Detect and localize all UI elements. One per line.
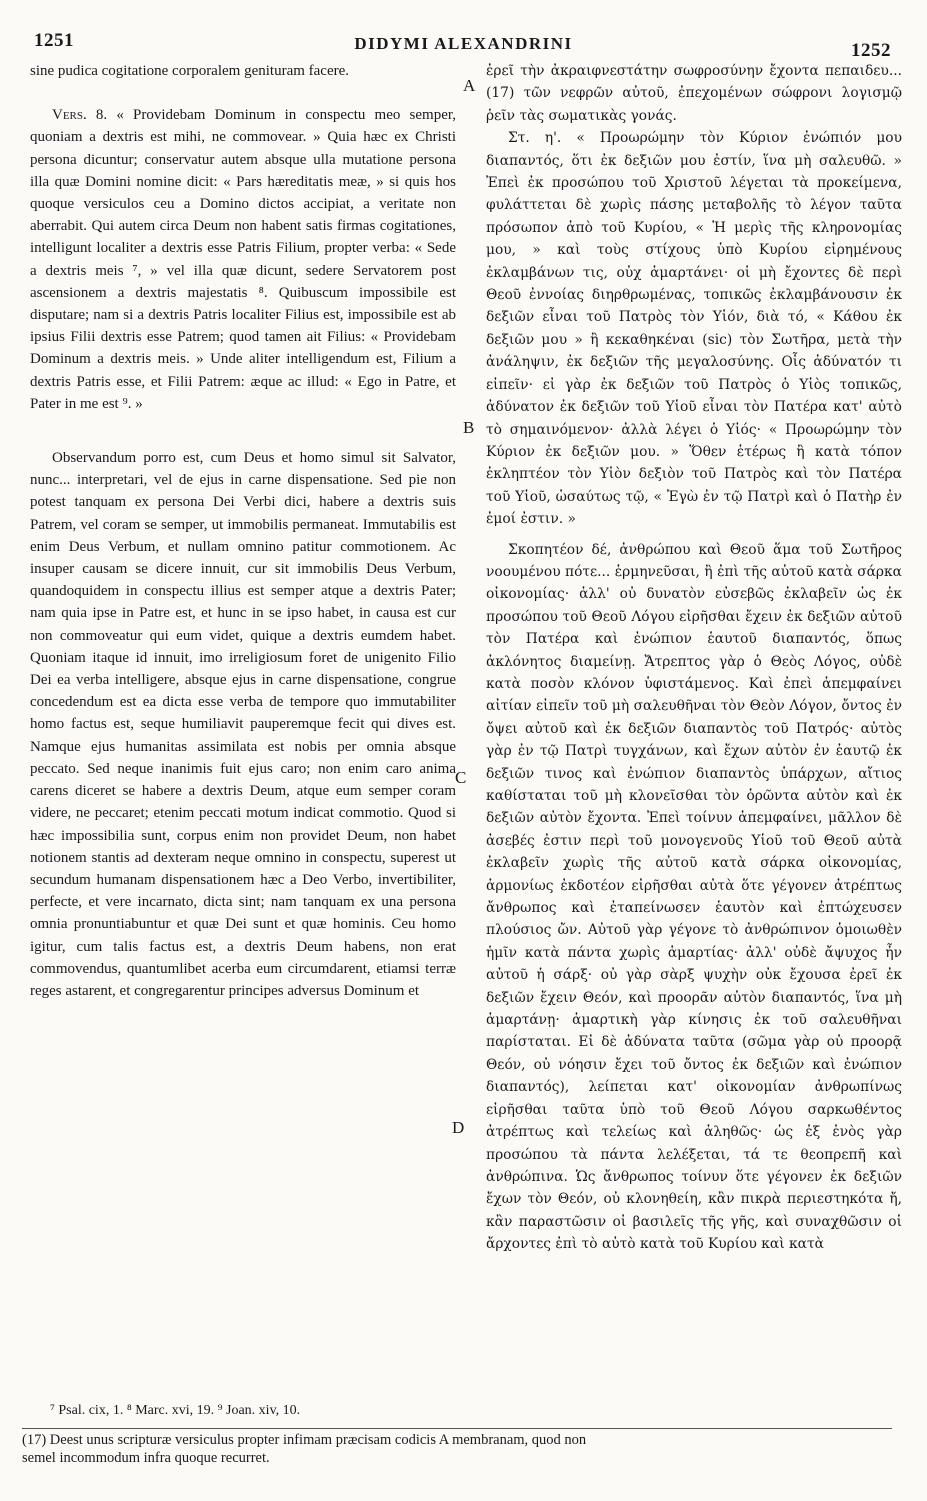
margin-letter-b: B [463, 418, 475, 437]
greek-column [486, 60, 902, 1256]
latin-paragraph-3: Observandum porro est, cum Deus et homo simul sit Salvator, nunc... interpretari, vel de ejus in carne dispensatione. Sed pie non potest tanquam ex persona Dei Verbi dici, habere a dextris suis Patrem, vel coram se semper, ut immobilis permaneat. Immutabilis est enim Deus Verbum, et nullam omnino patitur commotionem. Ac insuper causam se dicere innuit, cur sit immobilis Deus Verbum, quandoquidem in conspectu illius est semper atque a dextris Pater; nam quia ipse in Patre est, et hunc in se ipso habet, in causa est cur non commoveatur qui eum videt, quique a dextris eumdem habet. Quoniam itaque id innuit, imo irreligiosum foret de unigenito Filio Dei ea verba intelligere, absque ejus in carne dispensatione, congrue concedendum est ea dicta esse verba de tempore quo immutabiliter homo factus est, seque humiliavit pauperemque fecit qui dives est. Namque ejus humanitas assimilata est nobis per omnia absque peccato. Sed neque inanimis fuit ejus caro; non enim caro anima carens diceret se habere a dextris Deum, atque eum semper coram videre, ne peccaret; etenim peccati motum indicat commotio. Quod si hæc impossibilia sunt, corpus enim non providet Deum, non habet notionem stantis ad dexteram neque omnino in conspectu, superest ut secundum humanam dispensationem hæc a Deo Verbo, invertibiliter, perfecte, et vere incarnato, dicta sint; nam tanquam ex una persona omnia pronuntiabuntur et quæ Dei sunt et quæ hominis. Ceu homo igitur, cum talis factus est, a dextris Deum habens, non erat commovendus, quantumlibet acerba eum circumdarent, etiamsi terræ reges astarent, et congregarentur principes adversus Dominum et [30, 450, 456, 999]
page-number-right: 1252 [851, 40, 891, 61]
footnote-line-1: (17) Deest unus scripturæ versiculus propter infimam præcisam codicis A membranam, quod non [22, 1432, 587, 1448]
margin-letter-d: D [452, 1118, 465, 1137]
greek-paragraph-1: ἐρεῖ τὴν ἀκραιφνεστάτην σωφροσύνην ἔχοντα πεπαιδευ... (17) τῶν νεφρῶν αὐτοῦ, ἐπεχομένων σώφρονι λογισμῷ ῥεῖν τὰς σωματικὰς γονάς. [486, 63, 902, 124]
scripture-references: ⁷ Psal. cix, 1. ⁸ Marc. xvi, 19. ⁹ Joan. xiv, 10. [50, 1403, 301, 1418]
latin-paragraph-2 [30, 104, 456, 415]
running-title: DIDYMI ALEXANDRINI [354, 34, 573, 53]
latin-column [30, 60, 456, 1002]
footnote [22, 1428, 892, 1467]
greek-paragraph-2: Στ. η'. « Προωρώμην τὸν Κύριον ἐνώπιόν μου διαπαντός, ὅτι ἐκ δεξιῶν μου ἐστίν, ἵνα μὴ σαλευθῶ. » Ἐπεὶ ἐκ προσώπου τοῦ Χριστοῦ λέγεται τὰ προκείμενα, φυλάττεται δὲ χωρὶς πάσης μεταβολῆς τὸ λέγον ταῦτα πρόσωπον ἀπὸ τοῦ Κυρίου, « Ἡ μερὶς τῆς κληρονομίας μου, » καὶ τοὺς στίχους ὑπὸ Κυρίου εἰρημένους ἐκλαμβάνων τις, οὐχ ἁμαρτάνει· οἱ μὴ ἔχοντες δὲ περὶ Θεοῦ ἐννοίας διηρθρωμένας, τοπικῶς ἐκλαμβάνουσιν ἐκ δεξιῶν εἶναι τοῦ Πατρὸς τὸν Υἱόν, διὰ τό, « Κάθου ἐκ δεξιῶν μου » ἢ κεκαθηκέναι (sic) τὸν Σωτῆρα, μετὰ τὴν ἀνάληψιν, ἐκ δεξιῶν τῆς μεγαλοσύνης. Οἷς ἀδύνατόν τι εἰπεῖν· εἰ γὰρ ἐκ δεξιῶν τοῦ Πατρὸς ὁ Υἱὸς τοπικῶς, ἀδύνατον ἐκ δεξιῶν τοῦ Υἱοῦ εἶναι τὸν Πατέρα κατ' αὐτὸ τὸ σημαινόμενον· ἀλλὰ λέγει ὁ Υἱός· « Προωρώμην τὸν Κύριον ἐκ δεξιῶν μου. » Ὅθεν ἑτέρως ἢ κατὰ τόπον ἐκληπτέον τὸν Υἱὸν δεξιὸν τοῦ Πατρὸς καὶ τὸν Πατέρα τοῦ Υἱοῦ, ὡσαύτως τῷ, « Ἐγὼ ἐν τῷ Πατρὶ καὶ ὁ Πατὴρ ἐν ἐμοί ἐστιν. » [486, 130, 902, 528]
greek-paragraph-3: Σκοπητέον δέ, ἀνθρώπου καὶ Θεοῦ ἅμα τοῦ Σωτῆρος νοουμένου πότε... ἑρμηνεῦσαι, ἢ ἐπὶ τῆς αὐτοῦ κατὰ σάρκα οἰκονομίας· ἀλλ' οὐ δυνατὸν εὐσεβῶς ἐκλαβεῖν ὡς ἐκ προσώπου τοῦ Θεοῦ Λόγου εἰρῆσθαι ἔχειν ἐκ δεξιῶν αὐτοῦ τὸν Πατέρα καὶ ἐνώπιον ἑαυτοῦ διαπαντός, ὅπως ἀκλόνητος διαμείνῃ. Ἄτρεπτος γὰρ ὁ Θεὸς Λόγος, οὐδὲ κατὰ ποσὸν κλόνον ὑφιστάμενος. Καὶ ἐπεὶ ἀπεμφαίνει αἰτίαν εἰπεῖν τοῦ μὴ σαλευθῆναι τὸν Θεὸν Λόγον, ὄντος ἐν ὄψει αὐτοῦ καὶ ἐκ δεξιῶν διαπαντὸς τοῦ Πατρός· αὐτὸς γὰρ ἐν τῷ Πατρὶ τυγχάνων, καὶ ἔχων αὐτὸν ἐν ἑαυτῷ ἐκ δεξιῶν τινος καὶ ἐνώπιον διαπαντὸς ὑπάρχων, αἴτιος καθίσταται τοῦ μὴ κλονεῖσθαι τὸν ὁρῶντα αὐτὸν καὶ ἐκ δεξιῶν αὐτὸν ἔχοντα. Ἐπεὶ τοίνυν ἀπεμφαίνει, μᾶλλον δὲ ἀσεβές ἐστιν περὶ τοῦ μονογενοῦς Υἱοῦ τοῦ Θεοῦ αὐτὰ ἐκλαβεῖν χωρὶς τῆς αὐτοῦ κατὰ σάρκα οἰκονομίας, ἁρμονίως ἐκδοτέον εἰρῆσθαι αὐτὰ ὅτε γέγονεν ἀτρέπτως ἄνθρωπος καὶ ἐταπείνωσεν ἑαυτὸν καὶ ἐπτώχευσεν πλούσιος ὤν. Αὐτοῦ γὰρ γέγονε τὸ ἀνθρώπινον ὁμοιωθὲν ἡμῖν κατὰ πάντα χωρὶς ἁμαρτίας· ἀλλ' οὐδὲ ἄψυχος ἦν αὐτοῦ ἡ σάρξ· οὐ γὰρ σὰρξ ψυχὴν οὐκ ἔχουσα ἐρεῖ ἐκ δεξιῶν ἔχειν Θεόν, καὶ προορᾶν αὐτὸν διαπαντός, ἵνα μὴ ἁμαρτάνῃ· ἁμαρτικὴ γὰρ κίνησις ἐκ τοῦ σαλευθῆναι παρίσταται. Εἰ δὲ ἀδύνατα ταῦτα (σῶμα γὰρ οὐ προορᾷ Θεόν, οὐ νόησιν ἔχει τοῦ ὄντος ἐκ δεξιῶν καὶ ἐνώπιον διαπαντός), λείπεται κατ' οἰκονομίαν ἀνθρωπίνως εἰρῆσθαι ταῦτα ὑπὸ τοῦ Θεοῦ Λόγου σαρκωθέντος ἀτρέπτως καὶ τελείως καὶ ἀληθῶς· ὡς ἐξ ἑνὸς γὰρ προσώπου τὰ πάντα λελέξεται, τά τε θεοπρεπῆ καὶ ἀνθρώπινα. Ὡς ἄνθρωπος τοίνυν ὅτε γέγονεν ἐκ δεξιῶν ἔχων τὸν Θεόν, οὐ κλονηθείη, κἂν πικρὰ περιεστηκότα ἤ, κἂν παραστῶσιν οἱ βασιλεῖς τῆς γῆς, καὶ συναχθῶσιν οἱ ἄρχοντες ἐπὶ τὸ αὐτὸ κατὰ τοῦ Κυρίου καὶ κατὰ [486, 541, 902, 1253]
footnote-line-2: semel incommodum infra quoque recurret. [22, 1450, 270, 1466]
latin-paragraph-2-text: « Providebam Dominum in conspectu meo semper, quoniam a dextris est mihi, ne commovear. » Quia hæc ex Christi persona dicuntur; conservatur autem absque ulla mutatione persona illa quæ Domini nomine dicit: « Pars hæreditatis meæ, » si quis hos quoque versiculos ceu a Domino dictos accipiat, a veritate non aberrabit. Qui autem circa Deum non habent satis firmas cogitationes, intelligunt localiter a dextris esse Patris Filium, propter verba: « Sede a dextris meis ⁷, » vel illa quæ dicunt, sedere Servatorem post ascensionem a dextris majestatis ⁸. Quibuscum impossibile est disputare; nam si a dextris Patris localiter Filius est, impossibile est ab ipsius Filii dextris esse Patrem; quod tamen ait Filius: « Providebam Dominum a dextris meis. » Unde aliter intelligendum est, Filium a dextris Patris esse, et Filii Patrem: æque ac illud: « Ego in Patre, et Pater in me est ⁹. » [30, 107, 457, 412]
latin-paragraph-1: sine pudica cogitatione corporalem genituram facere. [30, 63, 350, 79]
page-number-left: 1251 [34, 30, 74, 51]
page-header [0, 30, 927, 61]
verse-marker: Vers. 8. [52, 107, 108, 124]
margin-letter-a: A [463, 76, 476, 95]
margin-letter-c: C [455, 768, 467, 787]
